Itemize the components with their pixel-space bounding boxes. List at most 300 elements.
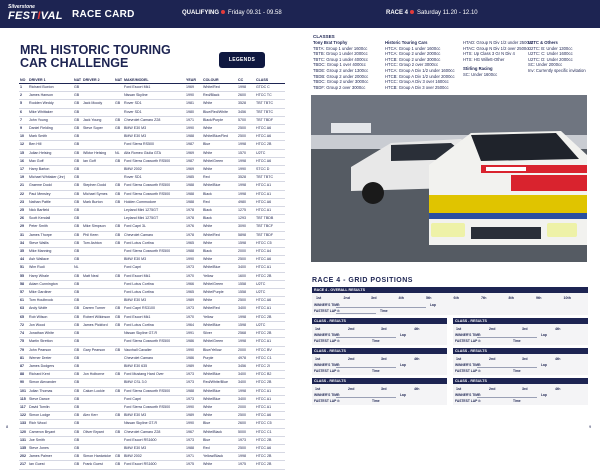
table-cell: 1978 (185, 231, 202, 239)
table-cell: 101 (19, 387, 28, 395)
table-cell: 1988 (185, 387, 202, 395)
class-column-heading: Historic Touring Cars (385, 40, 428, 45)
table-cell: 65 (19, 313, 28, 321)
table-cell: Blue/Red/White (202, 108, 237, 116)
table-cell: GB (73, 362, 82, 370)
table-cell: Rodden Weddy (28, 100, 73, 108)
table-cell: Simon Alexander (28, 379, 73, 387)
table-cell: GB (73, 198, 82, 206)
table-cell: BMW CSL 3.0 (123, 379, 185, 387)
table-cell (114, 84, 123, 92)
table-cell: 3400 (237, 379, 255, 387)
class-position-label: 3rd (381, 357, 387, 361)
table-cell: White/Green (202, 157, 237, 165)
class-item: U2TC: C: Under 1600cc (528, 51, 573, 57)
table-cell: 1600 (237, 272, 255, 280)
table-cell: 1970 (185, 272, 202, 280)
table-cell: GB (73, 116, 82, 124)
table-cell: GB (73, 174, 82, 182)
table-cell: BMW E30 M3 (123, 125, 185, 133)
table-cell: HTCC A6 (255, 198, 285, 206)
table-cell: Steve Wallis (28, 239, 73, 247)
class-item: U2TC: D: Under 2000cc (528, 56, 573, 62)
separator-dot-icon (221, 10, 225, 14)
class-time-label: Time (513, 399, 521, 403)
table-cell: Red (202, 444, 237, 452)
table-cell: Ford Lotus Cortina (123, 239, 185, 247)
class-column (313, 40, 383, 90)
overall-position-label: 7th (481, 296, 487, 300)
table-cell: White/Green (202, 338, 237, 346)
table-cell: 1998 (237, 157, 255, 165)
classes-legend (313, 34, 586, 90)
table-cell: Mike Whittaker (28, 108, 73, 116)
table-cell: White (202, 100, 237, 108)
table-cell: GB (73, 190, 82, 198)
table-row (19, 125, 285, 133)
table-cell: Black (202, 207, 237, 215)
table-cell: HTCC A1 (255, 207, 285, 215)
table-cell (114, 133, 123, 141)
table-cell: 2500 (237, 444, 255, 452)
table-cell: Michael Whitaker (Jnr) (28, 174, 73, 182)
table-cell: 1998 (237, 190, 255, 198)
class-time-label: Time (372, 399, 380, 403)
page-number-left: 8 (6, 424, 9, 429)
table-cell (114, 362, 123, 370)
table-cell: Julian Thomas (28, 387, 73, 395)
table-cell: Ford Escort Mk1 (123, 84, 185, 92)
class-winner-time-label: WINNER'S TIME: (314, 333, 341, 337)
table-cell: Oliver Bryant (82, 428, 114, 436)
table-cell: Graeme Dodd (28, 182, 73, 190)
table-cell: 1973 (237, 436, 255, 444)
table-cell: 22 (19, 190, 28, 198)
class-item: HTCA: Group 2 under 2000cc (385, 51, 441, 57)
table-cell: GB (73, 297, 82, 305)
class-position-label: 2nd (489, 327, 496, 331)
table-cell: HTCC A6 (255, 297, 285, 305)
table-row (19, 207, 285, 215)
table-cell: 1969 (185, 149, 202, 157)
table-row (19, 297, 285, 305)
table-cell: 34 (19, 239, 28, 247)
class-item: TBDF: Group 2 over 3000cc (313, 84, 366, 90)
class-time-label: Time (372, 339, 380, 343)
table-cell (114, 256, 123, 264)
class-lap-label: Lap (541, 393, 547, 397)
table-cell: 3400 (237, 264, 255, 272)
overall-fastest-lap-line (336, 313, 376, 314)
table-cell: Rover SD1 (123, 100, 185, 108)
table-cell: White/Red (202, 231, 237, 239)
table-cell: 1970 (185, 313, 202, 321)
qualifying-label: QUALIFYING (182, 10, 219, 16)
table-cell: GB (73, 108, 82, 116)
table-cell: Vauxhall Cavalier (123, 346, 185, 354)
table-cell: 61 (19, 297, 28, 305)
table-cell: Chevrolet Camaro Z28 (123, 428, 185, 436)
table-cell: Steve Jones (28, 444, 73, 452)
table-row (19, 321, 285, 329)
classes-title: CLASSES (313, 34, 335, 39)
table-cell: 44 (19, 256, 28, 264)
table-cell: HTCC C1 (255, 354, 285, 362)
table-cell: Leyland Mini 1275GT (123, 207, 185, 215)
table-cell: Wiktor Helsing (82, 149, 114, 157)
table-cell (82, 297, 114, 305)
table-cell: Rob Wilson (28, 313, 73, 321)
table-cell: Joe Smith (28, 436, 73, 444)
column-header: DRIVER 1 (28, 77, 73, 84)
table-cell (114, 248, 123, 256)
table-cell: GB (114, 412, 123, 420)
table-cell: Nissan Skyline (123, 92, 185, 100)
table-row (19, 231, 285, 239)
table-cell: Steve Dance (28, 395, 73, 403)
table-body (19, 84, 285, 470)
table-cell: GB (73, 338, 82, 346)
class-item: SC: Under 1600cc (463, 71, 498, 77)
table-cell: Matt Neal (82, 272, 114, 280)
class-position-label: 4th (414, 327, 420, 331)
table-cell (82, 207, 114, 215)
table-cell: David Tomlin (28, 403, 73, 411)
race-label: RACE 4 (386, 10, 409, 16)
table-cell: 1985 (185, 174, 202, 182)
table-cell: GB (114, 116, 123, 124)
table-cell: 1989 (185, 297, 202, 305)
class-winner-time-label: WINNER'S TIME: (455, 363, 482, 367)
table-cell: 79 (19, 346, 28, 354)
table-cell: GB (114, 305, 123, 313)
table-cell: 72 (19, 321, 28, 329)
table-cell: 1988 (185, 133, 202, 141)
table-cell: 3528 (237, 100, 255, 108)
table-cell: HTCC A6 (255, 125, 285, 133)
table-cell: GB (114, 198, 123, 206)
table-cell (114, 330, 123, 338)
table-cell: GB (73, 387, 82, 395)
table-cell: 1998 (237, 453, 255, 461)
column-header: NAT (74, 78, 82, 82)
table-cell: Ford Sierra RS500 (123, 141, 185, 149)
class-results-bar: CLASS - RESULTS (453, 378, 588, 384)
table-cell: James Hanson (28, 92, 73, 100)
class-item: HTCC: Group 2 over 3000cc (385, 62, 439, 68)
table-cell: 3528 (237, 174, 255, 182)
table-cell: 15 (19, 149, 28, 157)
class-fastest-lap-label: FASTEST LAP #: (455, 369, 482, 373)
overall-lap-label: Lap (430, 303, 436, 307)
table-cell: 51 (19, 264, 28, 272)
table-row (19, 428, 285, 436)
table-cell: 1973 (185, 379, 202, 387)
table-cell: 1973 (185, 305, 202, 313)
table-cell (114, 395, 123, 403)
table-cell: Rover SD1 (123, 174, 185, 182)
table-cell (114, 354, 123, 362)
table-cell: GB (73, 412, 82, 420)
table-cell: TBT TBTC (255, 108, 285, 116)
table-cell: TBT TBDB (255, 215, 285, 223)
table-cell: 1976 (185, 223, 202, 231)
table-cell: White/Blue (202, 321, 237, 329)
table-cell: 1989 (185, 412, 202, 420)
table-cell: HTCC A1 (255, 395, 285, 403)
table-cell: White/Blue (202, 395, 237, 403)
table-cell: Robert Wilkinson (82, 313, 114, 321)
class-item: HTCB: Group A Div 3 over 2500cc (385, 84, 449, 90)
table-cell: White (202, 166, 237, 174)
class-position-label: 4th (555, 357, 561, 361)
table-row (19, 92, 285, 100)
class-item: TBDC: Group 1 over 4000cc (313, 62, 366, 68)
table-cell: Jack Moody (82, 100, 114, 108)
table-cell: HTCC A1 (255, 190, 285, 198)
class-winner-time-label: WINNER'S TIME: (314, 393, 341, 397)
table-cell: HTCC TC (255, 92, 285, 100)
legends-badge: LEGENDS (219, 52, 265, 68)
table-row (19, 223, 285, 231)
table-cell: Max Goff (28, 157, 73, 165)
table-cell: Simon Lodge (28, 412, 73, 420)
table-cell: 35 (19, 248, 28, 256)
table-row (19, 289, 285, 297)
table-cell: 1975 (185, 461, 202, 469)
table-row (19, 362, 285, 370)
table-cell: BMW 2002 (123, 166, 185, 174)
table-cell: 19 (19, 174, 28, 182)
table-cell (114, 207, 123, 215)
class-item: HTCB: Group 2 under 3000cc (385, 56, 441, 62)
table-cell: 1980 (185, 108, 202, 116)
table-cell: GTDC C (255, 84, 285, 92)
table-cell: 1990 (237, 166, 255, 174)
table-cell: James Dodgers (28, 362, 73, 370)
table-row (19, 313, 285, 321)
table-row (19, 133, 285, 141)
table-cell: Nathan Pattle (28, 198, 73, 206)
table-cell: HTCC 2B (255, 313, 285, 321)
class-column-heading: U2TC & Others (528, 40, 558, 45)
table-cell: 3090 (237, 223, 255, 231)
table-cell (114, 92, 123, 100)
class-time-label: Time (513, 369, 521, 373)
table-cell: 7 (19, 116, 28, 124)
table-cell: HTCC A6 (255, 133, 285, 141)
class-position-label: 1st (456, 387, 462, 391)
qualifying-session (182, 10, 282, 16)
class-item: U2TC: B: Under 1300cc (528, 45, 573, 51)
table-cell: Richard Kent (28, 371, 73, 379)
column-header: YEAR (185, 77, 202, 84)
class-winner-time-line (336, 367, 396, 368)
overall-position-label: 3rd (371, 296, 377, 300)
table-cell: GB (73, 223, 82, 231)
table-cell: 4978 (237, 354, 255, 362)
table-row (19, 387, 285, 395)
table-cell: Phil Keen (82, 231, 114, 239)
table-cell: White (202, 412, 237, 420)
table-cell: 2000 (237, 403, 255, 411)
overall-time-label: Time (380, 309, 388, 313)
table-cell: Ford Sierra Cosworth RS500 (123, 190, 185, 198)
table-cell (114, 297, 123, 305)
table-cell: HTCC 2B (255, 379, 285, 387)
table-row (19, 116, 285, 124)
table-cell: GB (114, 321, 123, 329)
table-cell: Ford Sierra Cosworth RS500 (123, 338, 185, 346)
table-cell: Black/Purple (202, 116, 237, 124)
table-row (19, 84, 285, 92)
table-cell: 5 (19, 100, 28, 108)
table-cell: White (202, 362, 237, 370)
table-row (19, 453, 285, 461)
table-cell: U2TC (255, 149, 285, 157)
table-cell (82, 289, 114, 297)
overall-position-label: 10th (563, 296, 571, 300)
table-cell: 1973 (185, 395, 202, 403)
entry-list-table (19, 77, 285, 470)
table-cell: 58 (19, 280, 28, 288)
class-results-panel (453, 348, 588, 375)
table-row (19, 395, 285, 403)
class-position-label: 3rd (522, 357, 528, 361)
overall-winner-time-label: WINNER'S TIME: (314, 303, 341, 307)
table-cell: 1988 (185, 248, 202, 256)
table-cell: 120 (19, 428, 28, 436)
class-results-panel (453, 378, 588, 405)
class-column (528, 40, 598, 74)
table-cell: 1966 (185, 280, 202, 288)
table-cell: Stephen Dodd (82, 182, 114, 190)
class-position-label: 3rd (522, 387, 528, 391)
table-cell: HTCC A1 (255, 264, 285, 272)
table-cell (82, 141, 114, 149)
table-cell: Harry Whale (28, 272, 73, 280)
table-cell: Ford Sierra Cosworth RS500 (123, 157, 185, 165)
table-cell: NL (114, 149, 123, 157)
table-cell: 1275 (237, 207, 255, 215)
table-cell: BMW E30 M3 (123, 256, 185, 264)
table-cell: Ben Hill (28, 141, 73, 149)
table-cell (82, 174, 114, 182)
table-cell: Andy Wolfe (28, 305, 73, 313)
table-cell: 2600 (237, 92, 255, 100)
class-winner-time-line (477, 337, 537, 338)
table-cell: 217 (19, 461, 28, 469)
table-cell: GB (73, 453, 82, 461)
table-cell (82, 248, 114, 256)
class-fastest-lap-label: FASTEST LAP #: (314, 339, 341, 343)
class-position-label: 1st (315, 387, 321, 391)
table-cell: Rich Wood (28, 420, 73, 428)
table-cell: Mike Simpson (82, 223, 114, 231)
table-cell: White/Red (202, 84, 237, 92)
table-cell: 5898 (237, 231, 255, 239)
table-cell: Jack Young (82, 116, 114, 124)
table-cell: Purple (202, 354, 237, 362)
class-results-bar: CLASS - RESULTS (453, 318, 588, 324)
table-cell: GB (73, 420, 82, 428)
table-cell: GB (73, 149, 82, 157)
class-item: TBDC: Group 2 under 3000cc (313, 79, 369, 85)
table-cell: 1988 (185, 182, 202, 190)
table-cell: HTCC C5 (255, 239, 285, 247)
table-cell: HTCC 2B (255, 461, 285, 469)
table-cell: 1998 (237, 313, 255, 321)
table-cell: 1978 (185, 207, 202, 215)
class-fastest-lap-label: FASTEST LAP #: (314, 369, 341, 373)
table-row (19, 239, 285, 247)
table-cell (82, 84, 114, 92)
event-title (20, 44, 171, 70)
table-cell: GB (114, 453, 123, 461)
class-column (385, 40, 455, 90)
table-cell: 17 (19, 166, 28, 174)
class-results-bar: CLASS - RESULTS (453, 348, 588, 354)
grid-positions-title: RACE 4 - GRID POSITIONS (312, 277, 413, 284)
table-cell: 81 (19, 354, 28, 362)
table-cell: 63 (19, 305, 28, 313)
column-header: MAKE/MODEL (123, 77, 185, 84)
table-cell: HTCC 2I (255, 362, 285, 370)
table-cell: White/Blue (202, 387, 237, 395)
table-cell: 1 (19, 84, 28, 92)
table-cell (114, 108, 123, 116)
table-row (19, 149, 285, 157)
table-cell: 2568 (237, 330, 255, 338)
table-cell: Ford Sierra Cosworth RS500 (123, 248, 185, 256)
class-item: HTAD: Group N Div 1/2 under 2500cc (463, 40, 533, 45)
table-cell: HTCC A6 (255, 256, 285, 264)
table-row (19, 157, 285, 165)
table-cell: White (202, 461, 237, 469)
separator-dot-icon (410, 10, 414, 14)
table-cell: 1998 (237, 182, 255, 190)
table-cell: James Palmer (28, 453, 73, 461)
table-row (19, 174, 285, 182)
table-cell: Werner Dreier (28, 354, 73, 362)
table-cell: Red/Black (202, 92, 237, 100)
table-cell: Chevrolet Camaro (123, 354, 185, 362)
table-cell: GB (114, 125, 123, 133)
table-cell: HTCC A4 (255, 248, 285, 256)
table-cell (114, 338, 123, 346)
table-cell: HTCC C5 (255, 420, 285, 428)
table-cell: GB (73, 346, 82, 354)
table-cell: GB (73, 92, 82, 100)
table-cell: White/Blue (202, 264, 237, 272)
table-cell: HTCC C1 (255, 428, 285, 436)
table-cell: White (202, 256, 237, 264)
table-cell: 1967 (185, 428, 202, 436)
table-cell: 1598 (237, 239, 255, 247)
table-row (19, 190, 285, 198)
table-cell: U2TC (255, 289, 285, 297)
table-cell: Chevrolet Camaro Z28 (123, 116, 185, 124)
race-photo (311, 95, 587, 262)
table-row (19, 272, 285, 280)
table-cell: GB (73, 141, 82, 149)
table-cell: GB (73, 182, 82, 190)
table-cell: STCC D (255, 166, 285, 174)
table-cell: BMW 2002 (123, 453, 185, 461)
table-cell: GB (114, 387, 123, 395)
class-lap-label: Lap (541, 363, 547, 367)
table-cell: GB (73, 321, 82, 329)
